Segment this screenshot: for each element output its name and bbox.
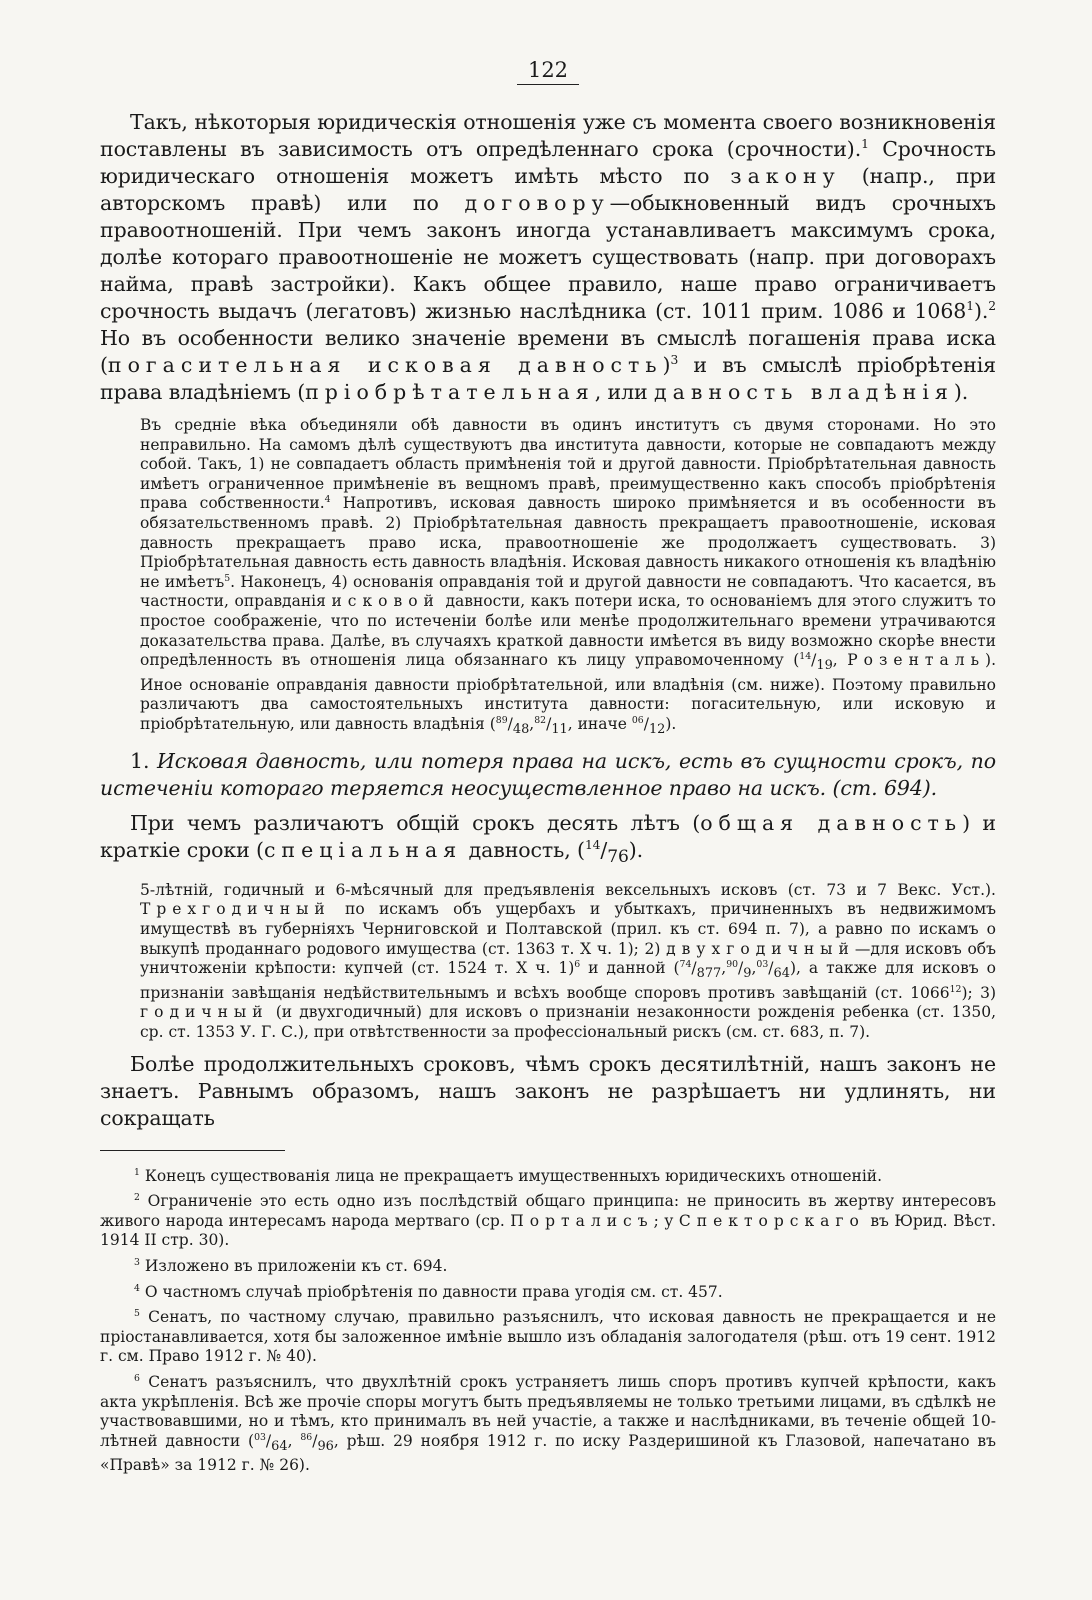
note-special-terms: 5-лѣтній, годичный и 6-мѣсячный для предъявленія вексельныхъ исковъ (ст. 73 и 7 Векс. Уст.). Трехгодичный по искамъ объ ущербахъ и убыткахъ, причиненныхъ въ недвижимомъ имуществѣ въ губерніяхъ Черниговской и Полтавской (прил. къ ст. 694 п. 7), а равно по искамъ о выкупѣ проданнаго родового имущества (ст. 1363 т. X ч. 1); 2) двухгодичный—для исковъ объ уничтоженіи крѣпости: купчей (ст. 1524 т. X ч. 1)$^6$ и данной $(^{74}/_{877},^{90}/_9,^{03}/_{64})$, а также для исковъ о признаніи завѣщанія недѣйствительнымъ и всѣхъ вообще споровъ противъ завѣщаній (ст. 1066$^{12}$); 3) годичный (и двухгодичный) для исковъ о признаніи незаконности рожденія ребенка (ст. 1350, ср. ст. 1353 У. Г. С.), при отвѣтственности за профессіональный рискъ (см. ст. 683, п. 7). <box>140 880 996 1042</box>
footnote-6: $^6$ Сенатъ разъяснилъ, что двухлѣтній срокъ устраняетъ лишь споръ противъ купчей крѣпости, какъ акта укрѣпленія. Всѣ же прочіе споры могутъ быть предъявляемы не только третьими лицами, въ сдѣлкѣ не участвовавшими, но и тѣмъ, кто принималъ въ ней участіе, а также и наслѣдниками, въ теченіе общей 10-лѣтней давности ($^{03}/_{64}$, $^{86}/_{96}$, рѣш. 29 ноября 1912 г. по иску Раздеришиной къ Глазовой, напечатано въ «Правѣ» за 1912 г. № 26). <box>100 1372 997 1475</box>
footnote-5: $^5$ Сенатъ, по частному случаю, правильно разъяснилъ, что исковая давность не прекращается и не пріостанавливается, хотя бы заложенное имѣніе вышло изъ обладанія залогодателя (рѣш. отъ 19 сент. 1912 г. см. Право 1912 г. № 40). <box>100 1308 996 1366</box>
footnote-ref-2[interactable]: 2 <box>988 299 996 314</box>
note-two-institutes: Въ средніе вѣка объединяли обѣ давности въ одинъ институтъ съ двумя сторонами. Но это неправильно. На самомъ дѣлѣ существуютъ два института давности, которые не совпадаютъ между собой. Такъ, 1) не совпадаетъ область примѣненія той и другой давности. Пріобрѣтательная давность имѣетъ ограниченное примѣненіе въ вещномъ правѣ, преимущественно какъ способъ пріобрѣтенія права собственности.$^4$ Напротивъ, исковая давность широко примѣняется и въ особенности въ обязательственномъ правѣ. 2) Пріобрѣтательная давность прекращаетъ правоотношеніе, исковая давность прекращаетъ право иска, правоотношеніе же продолжаетъ существовать. 3) Пріобрѣтательная давность есть давность владѣнія. Исковая давность никакого отношенія къ владѣнію не имѣетъ$^5$. Наконецъ, 4) основанія оправданія той и другой давности не совпадаютъ. Что касается, въ частности, оправданія исковой давности, какъ потери иска, то основаніемъ для этого служитъ то простое соображеніе, что по истеченіи болѣе или менѣе продолжительнаго времени утрачиваются доказательства права. Далѣе, въ случаяхъ краткой давности имѣется въ виду возможно скорѣе внести опредѣленность въ отношенія лица обязаннаго къ лицу управомоченному ($^{14}/_{19}$, Розенталь). Иное основаніе оправданія давности пріобрѣтательной, или владѣнія (см. ниже). Поэтому правильно различаютъ два самостоятельныхъ института давности: погасительную, или исковую и пріобрѣтательную, или давность владѣнія ($^{89}/_{48},^{82}/_{11}$, иначе $^{06}/_{12}$). <box>140 416 997 738</box>
paragraph-srochnost: Такъ, нѣкоторыя юридическія отношенія уже съ момента своего возникновенія поставлены въ зависимость отъ опредѣленнаго срока (срочности).$^1$ Срочность юридическаго отношенія можетъ имѣть мѣсто по закону (напр., при авторскомъ правѣ) или по договору—обыкновенный видъ срочныхъ правоотношеній. При чемъ законъ иногда устанавливаетъ максимумъ срока, долѣе котораго правоотношеніе не можетъ существовать (напр. при договорахъ найма, правѣ застройки). Какъ общее правило, наше право ограничиваетъ срочность выдачъ (легатовъ) жизнью наслѣдника (ст. 1011 прим. 1086 и 1068$^1$).$^2$ Но въ особенности велико значеніе времени въ смыслѣ погашенія права иска (погасительная исковая давность)$^3$ и въ смыслѣ пріобрѣтенія права владѣніемъ (пріобрѣтательная, или давность владѣнія). <box>100 110 997 404</box>
footnote-ref-3[interactable]: 3 <box>670 353 679 368</box>
footnote-2: $^2$ Ограниченіе это есть одно изъ послѣдствій общаго принципа: не приносить въ жертву интересовъ живого народа интересамъ народа мертваго (ср. Порталисъ; у Спекторскаго въ Юрид. Вѣст. 1914 II стр. 30). <box>100 1192 997 1250</box>
footnote-ref-5[interactable]: 5 <box>224 572 231 584</box>
footnote-divider <box>100 1150 285 1151</box>
footnote-1: $^1$ Конецъ существованія лица не прекращаетъ имущественныхъ юридическихъ отношеній. <box>134 1166 883 1185</box>
section-1-heading: 1. Исковая давность, или потеря права на искъ, есть въ сущности срокъ, по истеченіи котораго теряется неосуществленное право на искъ. (ст. 694). <box>100 748 996 800</box>
paragraph-longer-terms: Болѣе продолжительныхъ сроковъ, чѣмъ срокъ десятилѣтній, нашъ законъ не знаетъ. Равнымъ образомъ, нашъ законъ не разрѣшаетъ ни удлинять, ни сокращать <box>100 1051 996 1130</box>
footnote-ref-4[interactable]: 4 <box>324 494 331 506</box>
footnote-ref-6[interactable]: 6 <box>574 959 581 970</box>
footnote-4: $^4$ О частномъ случаѣ пріобрѣтенія по давности права угодія см. ст. 457. <box>134 1282 723 1301</box>
footnote-ref-1[interactable]: 1 <box>861 137 869 152</box>
page-number: 122 <box>100 58 996 85</box>
footnote-3: $^3$ Изложено въ приложеніи къ ст. 694. <box>134 1256 448 1275</box>
paragraph-terms: При чемъ различаютъ общій срокъ десять лѣтъ (общая давность) и краткіе сроки (спеціальная давность, $(^{14}/_{76})$. <box>100 810 996 867</box>
